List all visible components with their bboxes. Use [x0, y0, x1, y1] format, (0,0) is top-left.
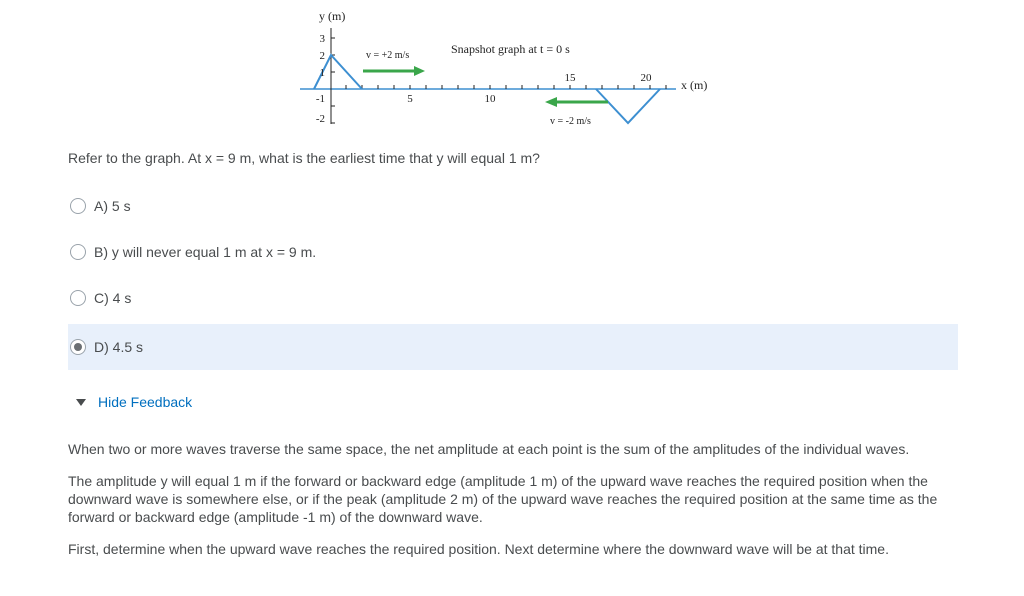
option-label: C) 4 s — [94, 290, 132, 306]
right-velocity-arrow — [363, 66, 425, 76]
feedback-paragraph: When two or more waves traverse the same space, the net amplitude at each point is the sum of the amplitudes of the individual waves. — [68, 441, 910, 457]
option-label: A) 5 s — [94, 198, 131, 214]
x-axis-label: x (m) — [681, 78, 708, 92]
radio-icon[interactable] — [70, 198, 86, 214]
velocity-left-label: v = -2 m/s — [550, 116, 591, 127]
option-b[interactable] — [68, 230, 958, 274]
x-tick-label: 10 — [484, 93, 496, 105]
y-tick-label: 2 — [319, 50, 325, 62]
downward-pulse — [596, 89, 660, 123]
hide-feedback-link[interactable] — [76, 394, 192, 410]
x-tick-label: 5 — [407, 93, 413, 105]
hide-feedback-label: Hide Feedback — [98, 394, 193, 410]
radio-icon[interactable] — [70, 244, 86, 260]
radio-icon[interactable] — [70, 290, 86, 306]
wave-graph-svg — [0, 0, 1024, 140]
y-tick-label: 3 — [319, 33, 325, 45]
x-tick-label: 15 — [564, 72, 576, 84]
option-label: B) y will never equal 1 m at x = 9 m. — [94, 244, 317, 260]
velocity-right-label: v = +2 m/s — [366, 50, 410, 61]
x-axis-ticks — [346, 85, 666, 89]
y-tick-label: -1 — [315, 93, 325, 105]
feedback-panel — [68, 440, 958, 572]
question-text: Refer to the graph. At x = 9 m, what is the earliest time that y will equal 1 m? — [68, 150, 540, 166]
option-a[interactable] — [68, 184, 958, 228]
snapshot-label: Snapshot graph at t = 0 s — [451, 42, 570, 56]
option-label: D) 4.5 s — [94, 339, 144, 355]
y-tick-label: 1 — [319, 67, 325, 79]
y-tick-label: -2 — [315, 113, 325, 125]
wave-snapshot-graph — [0, 0, 1024, 140]
radio-selected-icon[interactable] — [70, 339, 86, 355]
option-c[interactable] — [68, 276, 958, 320]
option-d[interactable] — [68, 324, 958, 370]
feedback-paragraph: First, determine when the upward wave reaches the required position. Next determine where the downward wave will be at that time. — [68, 541, 889, 557]
caret-down-icon — [76, 399, 86, 406]
left-velocity-arrow — [545, 97, 608, 107]
y-axis-label: y (m) — [319, 9, 346, 23]
feedback-paragraph: The amplitude y will equal 1 m if the forward or backward edge (amplitude 1 m) of the upward wave reaches the required position when the downward wave is somewhere else, or if the peak (amplitude 2 m) of the upward wave reaches the required position at the same time as the forward or backward edge (amplitude -1 m) of the downward wave. — [68, 473, 938, 525]
y-axis-ticks — [331, 38, 335, 123]
x-tick-label: 20 — [640, 72, 652, 84]
